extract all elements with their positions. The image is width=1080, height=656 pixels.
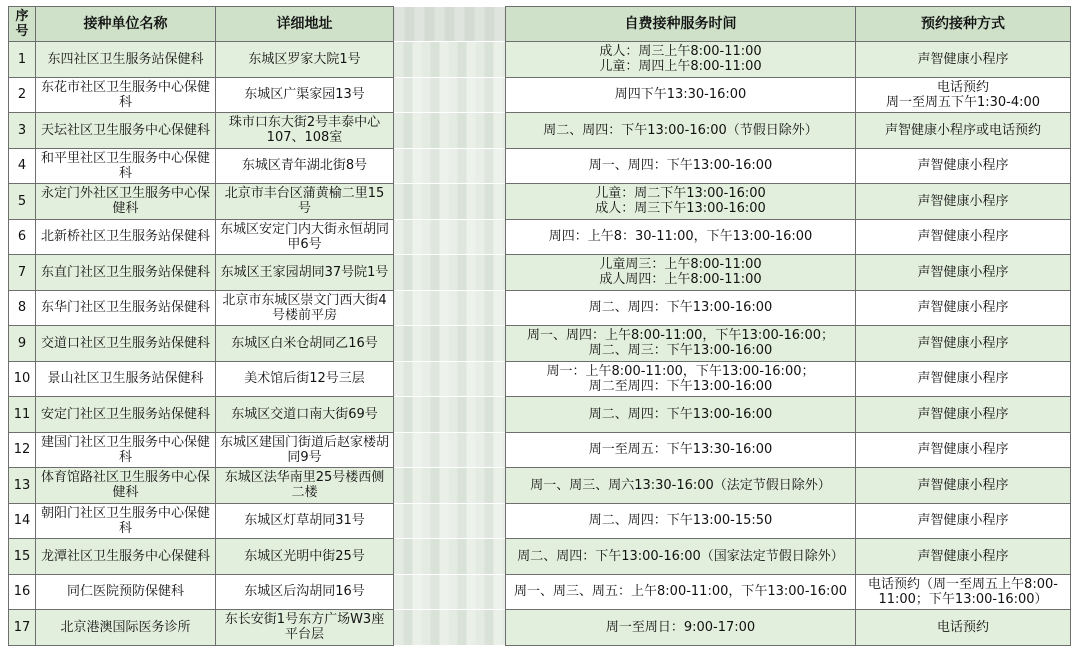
booking-method bbox=[856, 148, 1071, 184]
service-hours-line: 周一至周五：下午13:30-16:00 bbox=[588, 442, 773, 458]
row-number: 11 bbox=[9, 397, 36, 433]
booking-method-line: 声智健康小程序 bbox=[917, 371, 1009, 387]
redacted-cell bbox=[394, 113, 506, 149]
service-hours-line: 周二、周四：下午13:00-16:00（节假日除外） bbox=[543, 122, 818, 138]
header-booking: 预约接种方式 bbox=[856, 7, 1071, 42]
site-name: 同仁医院预防保健科 bbox=[36, 574, 216, 610]
row-number: 15 bbox=[9, 539, 36, 575]
site-name: 天坛社区卫生服务中心保健科 bbox=[36, 113, 216, 149]
booking-method bbox=[856, 610, 1071, 646]
header-address: 详细地址 bbox=[216, 7, 394, 42]
table-row bbox=[9, 574, 1071, 610]
site-name: 体育馆路社区卫生服务中心保健科 bbox=[36, 468, 216, 504]
service-hours bbox=[506, 77, 856, 113]
header-redacted-column bbox=[394, 7, 506, 42]
site-name: 永定门外社区卫生服务中心保健科 bbox=[36, 184, 216, 220]
booking-method-line: 声智健康小程序 bbox=[917, 158, 1009, 174]
booking-method-line: 声智健康小程序 bbox=[917, 335, 1009, 351]
booking-method bbox=[856, 77, 1071, 113]
service-hours bbox=[506, 397, 856, 433]
site-address: 东城区法华南里25号楼西侧二楼 bbox=[216, 468, 394, 504]
table-row bbox=[9, 503, 1071, 539]
site-name: 交道口社区卫生服务站保健科 bbox=[36, 326, 216, 362]
site-address: 东城区后沟胡同16号 bbox=[216, 574, 394, 610]
site-address: 东城区白米仓胡同乙16号 bbox=[216, 326, 394, 362]
booking-method bbox=[856, 539, 1071, 575]
service-hours-line: 周一、周三、周六13:30-16:00（法定节假日除外） bbox=[530, 477, 831, 493]
booking-method bbox=[856, 290, 1071, 326]
booking-method-line: 声智健康小程序 bbox=[917, 300, 1009, 316]
site-address: 北京市东城区崇文门西大街4号楼前平房 bbox=[216, 290, 394, 326]
booking-method-line: 声智健康小程序 bbox=[917, 406, 1009, 422]
service-hours-line: 周四：上午8：30-11:00，下午13:00-16:00 bbox=[548, 229, 813, 245]
redacted-cell bbox=[394, 610, 506, 646]
service-hours bbox=[506, 219, 856, 255]
table-row bbox=[9, 113, 1071, 149]
table-row bbox=[9, 432, 1071, 468]
booking-method bbox=[856, 326, 1071, 362]
redacted-cell bbox=[394, 468, 506, 504]
row-number: 13 bbox=[9, 468, 36, 504]
row-number: 3 bbox=[9, 113, 36, 149]
service-hours-line: 周一：上午8:00-11:00，下午13:00-16:00； bbox=[546, 363, 815, 379]
table-row bbox=[9, 219, 1071, 255]
booking-method-line: 声智健康小程序 bbox=[917, 442, 1009, 458]
site-name: 东华门社区卫生服务站保健科 bbox=[36, 290, 216, 326]
header-row bbox=[9, 7, 1071, 42]
row-number: 9 bbox=[9, 326, 36, 362]
site-name: 和平里社区卫生服务中心保健科 bbox=[36, 148, 216, 184]
service-hours-line: 周二、周四：下午13:00-16:00 bbox=[588, 406, 773, 422]
site-address: 美术馆后街12号三层 bbox=[216, 361, 394, 397]
table-row bbox=[9, 468, 1071, 504]
table-row bbox=[9, 539, 1071, 575]
redacted-cell bbox=[394, 77, 506, 113]
redacted-cell bbox=[394, 397, 506, 433]
site-address: 东城区广渠家园13号 bbox=[216, 77, 394, 113]
site-address: 东城区王家园胡同37号院1号 bbox=[216, 255, 394, 291]
booking-method bbox=[856, 432, 1071, 468]
header-hours: 自费接种服务时间 bbox=[506, 7, 856, 42]
site-address: 珠市口东大街2号丰泰中心107、108室 bbox=[216, 113, 394, 149]
service-hours bbox=[506, 113, 856, 149]
site-address: 北京市丰台区蒲黄榆二里15号 bbox=[216, 184, 394, 220]
table-row bbox=[9, 290, 1071, 326]
row-number: 2 bbox=[9, 77, 36, 113]
booking-method bbox=[856, 468, 1071, 504]
booking-method-line: 电话预约（周一至周五上午8:00-11:00；下午13:00-16:00） bbox=[868, 576, 1058, 607]
site-name: 东四社区卫生服务站保健科 bbox=[36, 42, 216, 78]
service-hours-line: 周二、周四：下午13:00-16:00 bbox=[588, 300, 773, 316]
service-hours bbox=[506, 574, 856, 610]
service-hours-line: 周一、周四：上午8:00-11:00，下午13:00-16:00； bbox=[527, 328, 834, 344]
booking-method-line: 电话预约 bbox=[936, 619, 989, 635]
service-hours bbox=[506, 468, 856, 504]
site-address: 东城区灯草胡同31号 bbox=[216, 503, 394, 539]
site-name: 北京港澳国际医务诊所 bbox=[36, 610, 216, 646]
table-row bbox=[9, 77, 1071, 113]
booking-method-line: 声智健康小程序 bbox=[917, 264, 1009, 280]
booking-method bbox=[856, 397, 1071, 433]
site-address: 东城区光明中街25号 bbox=[216, 539, 394, 575]
table-row bbox=[9, 610, 1071, 646]
service-hours-line: 周一、周三、周五：上午8:00-11:00，下午13:00-16:00 bbox=[514, 584, 847, 600]
site-address: 东城区青年湖北街8号 bbox=[216, 148, 394, 184]
row-number: 8 bbox=[9, 290, 36, 326]
row-number: 14 bbox=[9, 503, 36, 539]
service-hours bbox=[506, 432, 856, 468]
site-name: 东花市社区卫生服务中心保健科 bbox=[36, 77, 216, 113]
service-hours-line: 周四下午13:30-16:00 bbox=[614, 87, 747, 103]
site-address: 东城区交道口南大街69号 bbox=[216, 397, 394, 433]
table-body bbox=[9, 42, 1071, 646]
service-hours-line: 周一至周日：9:00-17:00 bbox=[605, 619, 756, 635]
table-row bbox=[9, 361, 1071, 397]
service-hours-line: 儿童：周二下午13:00-16:00 bbox=[595, 186, 766, 202]
booking-method bbox=[856, 255, 1071, 291]
service-hours-line: 周二至周四：下午13:00-16:00 bbox=[588, 378, 773, 394]
row-number: 6 bbox=[9, 219, 36, 255]
site-name: 东直门社区卫生服务站保健科 bbox=[36, 255, 216, 291]
booking-method bbox=[856, 574, 1071, 610]
row-number: 10 bbox=[9, 361, 36, 397]
booking-method bbox=[856, 503, 1071, 539]
table-row bbox=[9, 184, 1071, 220]
booking-method-line: 电话预约 bbox=[936, 79, 989, 95]
service-hours bbox=[506, 184, 856, 220]
site-name: 安定门社区卫生服务站保健科 bbox=[36, 397, 216, 433]
booking-method-line: 声智健康小程序 bbox=[917, 513, 1009, 529]
booking-method-line: 声智健康小程序 bbox=[917, 229, 1009, 245]
service-hours bbox=[506, 148, 856, 184]
site-name: 北新桥社区卫生服务站保健科 bbox=[36, 219, 216, 255]
table-row bbox=[9, 148, 1071, 184]
table-row bbox=[9, 42, 1071, 78]
site-name: 朝阳门社区卫生服务中心保健科 bbox=[36, 503, 216, 539]
service-hours bbox=[506, 326, 856, 362]
redacted-cell bbox=[394, 326, 506, 362]
row-number: 1 bbox=[9, 42, 36, 78]
booking-method-line: 声智健康小程序或电话预约 bbox=[884, 122, 1041, 138]
booking-method-line: 周一至周五下午1:30-4:00 bbox=[885, 94, 1041, 110]
booking-method bbox=[856, 361, 1071, 397]
service-hours bbox=[506, 503, 856, 539]
table-row bbox=[9, 397, 1071, 433]
service-hours bbox=[506, 255, 856, 291]
table-row bbox=[9, 326, 1071, 362]
row-number: 17 bbox=[9, 610, 36, 646]
site-name: 建国门社区卫生服务中心保健科 bbox=[36, 432, 216, 468]
redacted-cell bbox=[394, 42, 506, 78]
booking-method-line: 声智健康小程序 bbox=[917, 51, 1009, 67]
service-hours-line: 周二、周三：下午13:00-16:00 bbox=[588, 343, 773, 359]
booking-method bbox=[856, 219, 1071, 255]
service-hours-line: 周二、周四：下午13:00-16:00（国家法定节假日除外） bbox=[517, 548, 844, 564]
redacted-cell bbox=[394, 432, 506, 468]
booking-method bbox=[856, 113, 1071, 149]
row-number: 4 bbox=[9, 148, 36, 184]
redacted-cell bbox=[394, 219, 506, 255]
redacted-cell bbox=[394, 148, 506, 184]
booking-method bbox=[856, 184, 1071, 220]
service-hours-line: 儿童周三：上午8:00-11:00 bbox=[599, 257, 762, 273]
data-table bbox=[8, 6, 1071, 646]
row-number: 12 bbox=[9, 432, 36, 468]
service-hours bbox=[506, 610, 856, 646]
vaccination-sites-table bbox=[8, 6, 1070, 648]
service-hours-line: 周一、周四：下午13:00-16:00 bbox=[588, 158, 773, 174]
service-hours-line: 成人：周三下午13:00-16:00 bbox=[595, 201, 766, 217]
service-hours bbox=[506, 361, 856, 397]
booking-method-line: 声智健康小程序 bbox=[917, 193, 1009, 209]
redacted-cell bbox=[394, 539, 506, 575]
redacted-cell bbox=[394, 255, 506, 291]
booking-method bbox=[856, 42, 1071, 78]
redacted-cell bbox=[394, 290, 506, 326]
redacted-cell bbox=[394, 361, 506, 397]
booking-method-line: 声智健康小程序 bbox=[917, 477, 1009, 493]
site-name: 景山社区卫生服务站保健科 bbox=[36, 361, 216, 397]
header-no: 序号 bbox=[9, 7, 36, 42]
header-name: 接种单位名称 bbox=[36, 7, 216, 42]
site-address: 东城区罗家大院1号 bbox=[216, 42, 394, 78]
service-hours-line: 成人：周三上午8:00-11:00 bbox=[599, 44, 762, 60]
service-hours-line: 儿童：周四上午8:00-11:00 bbox=[599, 59, 762, 75]
service-hours-line: 成人周四：上午8:00-11:00 bbox=[599, 272, 762, 288]
table-row bbox=[9, 255, 1071, 291]
site-address: 东长安街1号东方广场W3座平台层 bbox=[216, 610, 394, 646]
site-name: 龙潭社区卫生服务中心保健科 bbox=[36, 539, 216, 575]
booking-method-line: 声智健康小程序 bbox=[917, 548, 1009, 564]
redacted-cell bbox=[394, 574, 506, 610]
redacted-cell bbox=[394, 184, 506, 220]
service-hours bbox=[506, 539, 856, 575]
row-number: 7 bbox=[9, 255, 36, 291]
row-number: 5 bbox=[9, 184, 36, 220]
row-number: 16 bbox=[9, 574, 36, 610]
redacted-cell bbox=[394, 503, 506, 539]
site-address: 东城区建国门街道后赵家楼胡同9号 bbox=[216, 432, 394, 468]
site-address: 东城区安定门内大街永恒胡同甲6号 bbox=[216, 219, 394, 255]
service-hours-line: 周二、周四：下午13:00-15:50 bbox=[588, 513, 773, 529]
service-hours bbox=[506, 290, 856, 326]
service-hours bbox=[506, 42, 856, 78]
